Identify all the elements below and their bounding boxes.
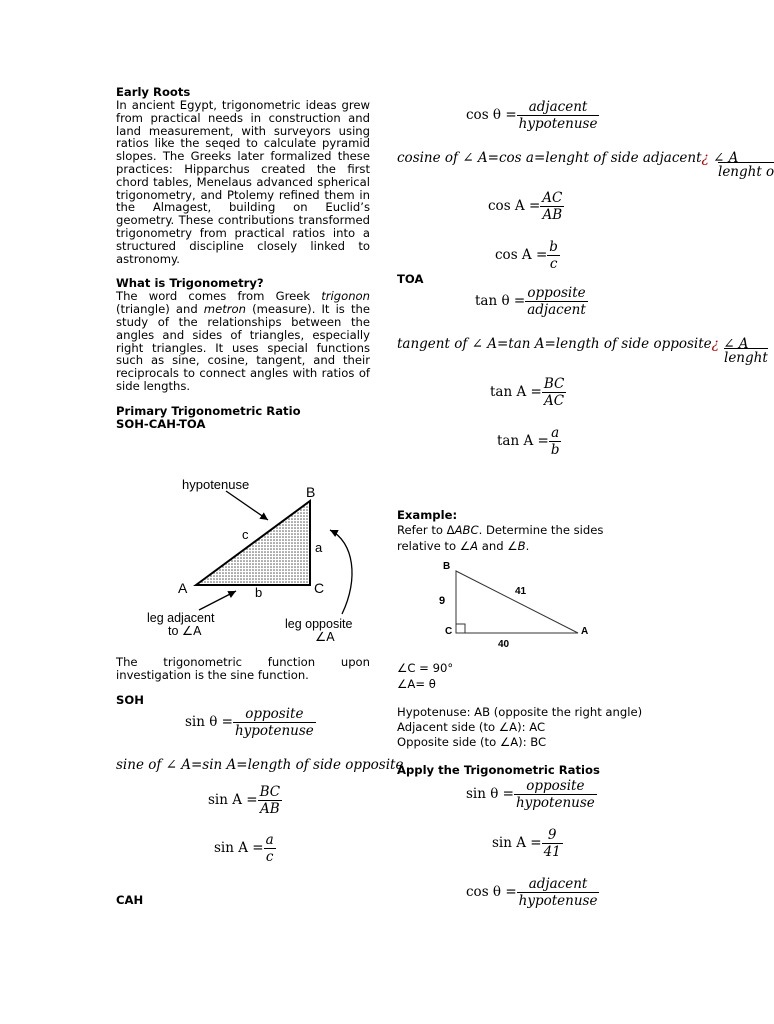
example-side-bc: 9: [439, 595, 446, 607]
sin-a-a-c-equation: sin A = $\frac{a}{c}$: [214, 832, 274, 865]
side-b-label: b: [255, 585, 263, 600]
cos-a-ac-ab-equation: cos A = $\frac{AC}{AB}$: [488, 190, 563, 223]
tan-theta-equation: tan θ = $\frac{\text{opposite}}{\text{adjacent}}$: [475, 285, 586, 318]
vertex-c-label: C: [314, 580, 325, 596]
cos-theta-equation: cos θ = $\frac{\text{adjacent}}{\text{hypotenuse}}$: [466, 99, 598, 132]
what-is-heading: What is Trigonometry?: [116, 276, 264, 291]
sine-intro-text: The trigonometric function upon investigation is the sine function.: [116, 655, 370, 682]
example-triangle-figure: [436, 558, 596, 652]
tan-a-a-b-equation: tan A = $\frac{a}{b}$: [497, 425, 560, 458]
apply-heading: Apply the Trigonometric Ratios: [397, 763, 600, 777]
apply-sin-theta-equation: sin θ = $\frac{\text{opposite}}{\text{hypotenuse}}$: [466, 778, 595, 811]
sine-definition: sine of ∠ A=sin A=length of side opposite: [116, 757, 404, 773]
leg-adjacent-label-2: to ∠A: [168, 624, 202, 638]
leg-opposite-arrow: [330, 530, 352, 614]
right-triangle-figure: [144, 464, 370, 650]
toa-heading: TOA: [397, 272, 424, 286]
example-line-1: Refer to ΔABC. Determine the sides: [397, 523, 604, 537]
leg-opposite-label-2: ∠A: [315, 630, 335, 644]
vertex-b-label: B: [306, 484, 316, 500]
hypotenuse-text: Hypotenuse: AB (opposite the right angle): [397, 705, 643, 719]
soh-heading: SOH: [116, 693, 144, 707]
leg-adjacent-label: leg adjacent: [147, 611, 215, 625]
cosine-definition: cosine of ∠ A=cos a=lenght of side adjacent¿ ∠ A: [397, 150, 739, 166]
apply-sin-a-equation: sin A = $\frac{9}{41}$: [492, 827, 561, 860]
example-side-ca: 40: [498, 639, 510, 650]
primary-ratio-heading: Primary Trigonometric Ratio: [116, 403, 301, 418]
early-roots-heading: Early Roots: [116, 85, 191, 99]
leg-adjacent-arrow: [199, 591, 236, 610]
left-column: [116, 86, 370, 431]
example-heading: Example:: [397, 508, 458, 522]
opposite-side-text: Opposite side (to ∠A): BC: [397, 735, 547, 749]
leg-opposite-label: leg opposite: [285, 617, 353, 631]
example-vertex-b: B: [443, 561, 451, 572]
vertex-a-label: A: [178, 580, 188, 596]
hypotenuse-label: hypotenuse: [182, 477, 250, 492]
right-angle-marker: [456, 624, 465, 633]
hypotenuse-arrow: [226, 491, 268, 520]
cah-heading: CAH: [116, 893, 144, 907]
tangent-definition: tangent of ∠ A=tan A=length of side opposite¿ ∠ A: [397, 336, 749, 352]
side-a-label: a: [315, 540, 323, 555]
side-c-label: c: [242, 527, 249, 542]
what-is-text: The word comes from Greek trigonon (triangle) and metron (measure). It is the study of the relationships between the angles and sides of triangles, especially right triangles. It uses special functions such as sine, cosine, tangent, and their reciprocals to connect angles with ratios of side lengths.: [116, 289, 370, 393]
example-vertex-c: C: [445, 626, 453, 637]
example-line-2: relative to ∠A and ∠B.: [397, 539, 530, 553]
example-triangle-shape: [456, 571, 578, 633]
example-vertex-a: A: [581, 626, 589, 637]
adjacent-side-text: Adjacent side (to ∠A): AC: [397, 720, 546, 734]
angle-c-text: ∠C = 90°: [397, 661, 454, 675]
sin-a-bc-ab-equation: sin A = $\frac{BC}{AB}$: [208, 784, 281, 817]
angle-a-text: ∠A= θ: [397, 677, 436, 691]
cos-a-b-c-equation: cos A = $\frac{b}{c}$: [495, 239, 558, 272]
example-side-ab: 41: [515, 586, 527, 597]
apply-cos-theta-equation: cos θ = $\frac{\text{adjacent}}{\text{hypotenuse}}$: [466, 876, 598, 909]
sin-theta-equation: sin θ = $\frac{\text{opposite}}{\text{hypotenuse}}$: [185, 706, 314, 739]
example-block: [397, 509, 697, 554]
cosine-definition-denominator: lenght o: [718, 164, 774, 180]
example-facts: [397, 660, 697, 750]
early-roots-text: In ancient Egypt, trigonometric ideas grew from practical needs in construction and land measurement, with surveyors using ratios like the seqed to calculate pyramid slopes. The Greeks later formalized these practices: Hipparchus created the first chord tables, Menelaus advanced spherical trigonometry, and Ptolemy refined them in the Almagest, building on Euclid’s geometry. These contributions transformed trigonometry from practical ratios into a structured discipline closely linked to astronomy.: [116, 98, 370, 266]
tangent-definition-denominator: lenght: [724, 350, 768, 366]
tan-a-bc-ac-equation: tan A = $\frac{BC}{AC}$: [490, 376, 565, 409]
triangle-shape: [196, 501, 310, 585]
soh-cah-toa-heading: SOH-CAH-TOA: [116, 416, 206, 431]
